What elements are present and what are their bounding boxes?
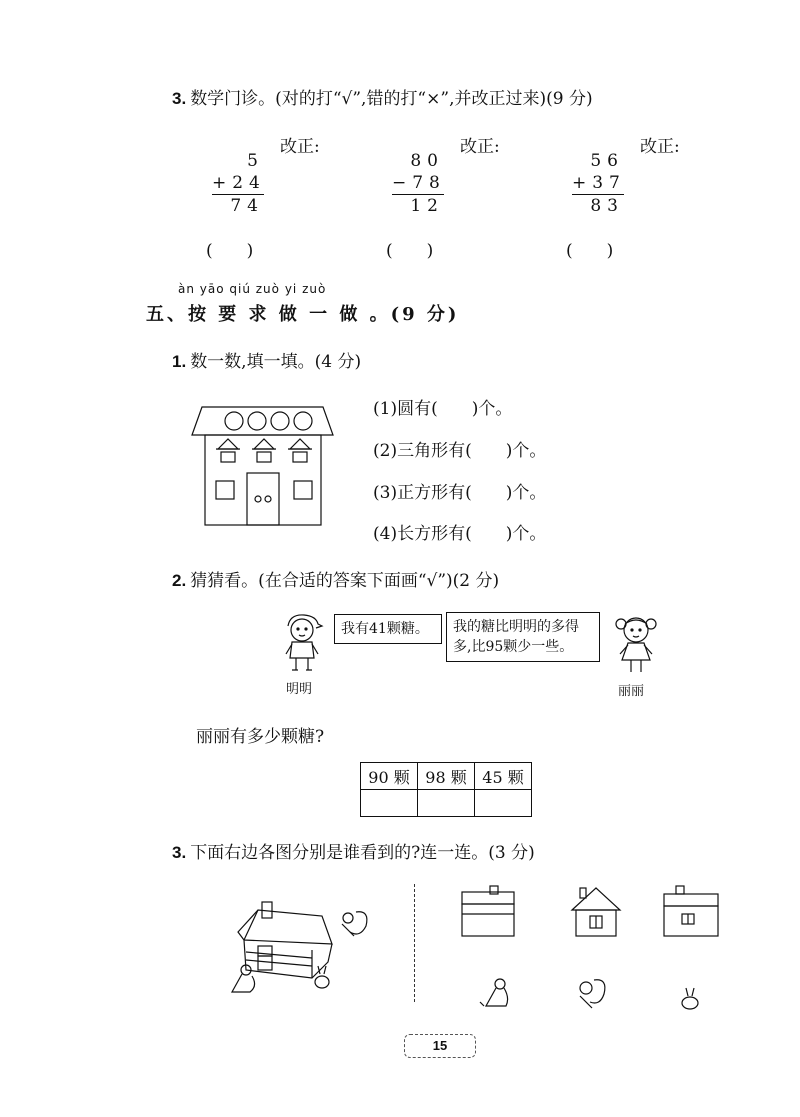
triangle-shape: [254, 439, 274, 449]
check-cell-98[interactable]: [418, 790, 475, 817]
vertical-calc-2: [392, 150, 444, 217]
calc-operand-line: +37: [572, 173, 626, 193]
small-window: [257, 452, 271, 462]
check-cell-90[interactable]: [361, 790, 418, 817]
question-3-title: [172, 84, 593, 109]
q1-item-circle: (1)圆有( )个。: [373, 399, 513, 419]
calc-top-number: 5: [247, 151, 264, 171]
calc-top-number: 56: [590, 151, 624, 171]
dashed-divider: [414, 884, 415, 1002]
section-5-title: 五、按 要 求 做 一 做 。(9 分): [146, 304, 460, 325]
rabbit-icon[interactable]: [678, 986, 702, 1012]
answer-paren-3[interactable]: ( ): [566, 241, 614, 261]
circle-shape: [294, 412, 312, 430]
option-45: 45 颗: [475, 763, 532, 790]
calc-top-number: 80: [410, 151, 444, 171]
answer-paren-1[interactable]: ( ): [206, 241, 254, 261]
option-90: 90 颗: [361, 763, 418, 790]
q2-question: 丽丽有多少颗糖?: [196, 727, 325, 747]
question-number: 3.: [172, 89, 187, 108]
fix-label-2: 改正:: [460, 137, 500, 157]
speech-bubble-mingming: 我有41颗糖。: [334, 614, 442, 644]
circle-shape: [248, 412, 266, 430]
fix-label-1: 改正:: [280, 137, 320, 157]
triangle-shape: [218, 439, 238, 449]
dog-icon: [232, 965, 255, 992]
rabbit-icon: [315, 966, 329, 988]
circle-shape: [271, 412, 289, 430]
speech-bubble-lili: [446, 612, 600, 662]
question-number: 2.: [172, 571, 187, 590]
q1-item-rectangle: (4)长方形有( )个。: [373, 524, 547, 544]
question-text: 下面右边各图分别是谁看到的?连一连。(3 分): [190, 843, 535, 863]
check-cell-45[interactable]: [475, 790, 532, 817]
question-text: 数学门诊。(对的打“√”,错的打“×”,并改正过来)(9 分): [190, 89, 593, 109]
triangle-shape: [290, 439, 310, 449]
question-text: 猜猜看。(在合适的答案下面画“√”)(2 分): [190, 571, 500, 591]
house-view-front[interactable]: [570, 884, 622, 940]
house-scene-figure: [228, 892, 378, 1002]
square-shape: [294, 481, 312, 499]
question-number: 1.: [172, 352, 187, 371]
bubble-line-2: 多,比95颗少一些。: [453, 639, 574, 655]
circle-shape: [225, 412, 243, 430]
question-number: 3.: [172, 843, 187, 862]
answer-options-table: [360, 762, 532, 817]
calc-result: 12: [392, 194, 444, 217]
page-number: [404, 1034, 476, 1058]
answer-paren-2[interactable]: ( ): [386, 241, 434, 261]
roof: [238, 910, 332, 944]
house-view-side[interactable]: [662, 884, 720, 940]
question-1-title: [172, 347, 361, 372]
door-rect: [247, 473, 279, 525]
girl-lili-icon: [612, 612, 660, 676]
question-3b-title: [172, 838, 535, 863]
fix-label-3: 改正:: [640, 137, 680, 157]
calc-result: 74: [212, 194, 264, 217]
option-98: 98 颗: [418, 763, 475, 790]
square-shape: [216, 481, 234, 499]
calc-operand-line: +24: [212, 173, 266, 193]
bubble-line-1: 我的糖比明明的多得: [453, 619, 579, 635]
vertical-calc-3: [572, 150, 624, 217]
dog-icon[interactable]: [478, 976, 514, 1012]
name-mingming: 明明: [286, 682, 313, 697]
small-window: [293, 452, 307, 462]
house-view-top[interactable]: [460, 884, 516, 940]
name-lili: 丽丽: [618, 684, 645, 699]
q1-item-triangle: (2)三角形有( )个。: [373, 441, 547, 461]
vertical-calc-1: [212, 150, 264, 217]
squirrel-icon[interactable]: [574, 974, 610, 1014]
shape-house-figure: [190, 405, 335, 527]
small-window: [221, 452, 235, 462]
calc-operand-line: −78: [392, 173, 446, 193]
q1-item-square: (3)正方形有( )个。: [373, 483, 547, 503]
page-number-text: 15: [432, 1038, 448, 1053]
question-text: 数一数,填一填。(4 分): [190, 352, 362, 372]
question-2-title: [172, 566, 499, 591]
section-pinyin: àn yāo qiú zuò yi zuò: [178, 282, 327, 296]
squirrel-icon: [342, 912, 367, 936]
boy-mingming-icon: [280, 612, 326, 674]
calc-result: 83: [572, 194, 624, 217]
